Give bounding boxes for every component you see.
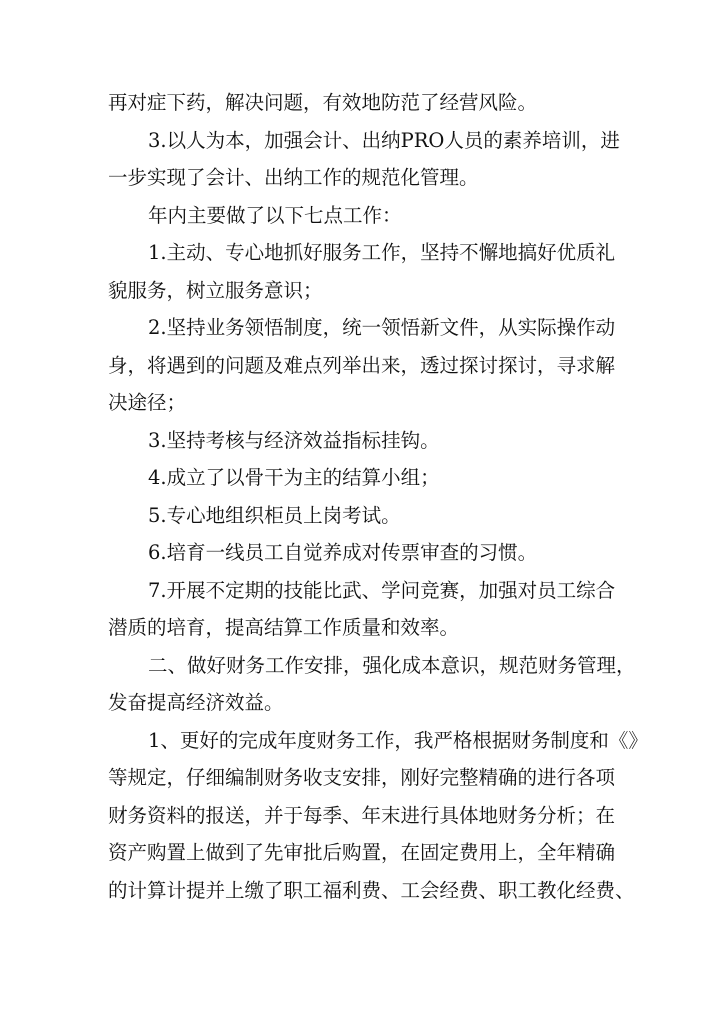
document-body <box>108 84 648 909</box>
list-item-line: 1.主动、专心地抓好服务工作，坚持不懈地搞好优质礼 <box>148 241 616 264</box>
section-heading-line: 二、做好财务工作安排，强化成本意识，规范财务管理， <box>148 653 636 677</box>
text-line: 等规定，仔细编制财务收支安排，刚好完整精确的进行各项 <box>108 766 616 789</box>
list-item-line: 2.坚持业务领悟制度，统一领悟新文件，从实际操作动 <box>148 316 616 339</box>
text-line: 再对症下药，解决问题，有效地防范了经营风险。 <box>108 91 538 114</box>
text-line: 身，将遇到的问题及难点列举出来，透过探讨探讨，寻求解 <box>108 353 616 377</box>
text-line: 发奋提高经济效益。 <box>108 691 284 714</box>
list-item-line: 5.专心地组织柜员上岗考试。 <box>148 503 401 527</box>
paragraph-start-line: 1、更好的完成年度财务工作，我严格根据财务制度和《》 <box>148 728 648 752</box>
text-line: 资产购置上做到了先审批后购置，在固定费用上，全年精确 <box>108 841 616 864</box>
list-item-line: 3.坚持考核与经济效益指标挂钩。 <box>148 428 440 452</box>
text-line: 的计算计提并上缴了职工福利费、工会经费、职工教化经费、 <box>108 878 635 902</box>
list-item-line: 4.成立了以骨干为主的结算小组； <box>148 466 440 489</box>
paragraph-start-line: 3.以人为本，加强会计、出纳PRO人员的素养培训，进 <box>148 128 620 152</box>
text-line: 决途径； <box>108 391 187 414</box>
list-item-line: 7.开展不定期的技能比武、学问竞赛，加强对员工综合 <box>148 578 616 602</box>
text-line: 貌服务，树立服务意识； <box>108 278 323 302</box>
text-line: 潜质的培育，提高结算工作质量和效率。 <box>108 616 460 639</box>
text-line: 一步实现了会计、出纳工作的规范化管理。 <box>108 166 479 189</box>
paragraph-start-line: 年内主要做了以下七点工作： <box>148 203 402 227</box>
list-item-line: 6.培育一线员工自觉养成对传票审查的习惯。 <box>148 541 538 564</box>
text-line: 财务资料的报送，并于每季、年末进行具体地财务分析；在 <box>108 803 616 827</box>
